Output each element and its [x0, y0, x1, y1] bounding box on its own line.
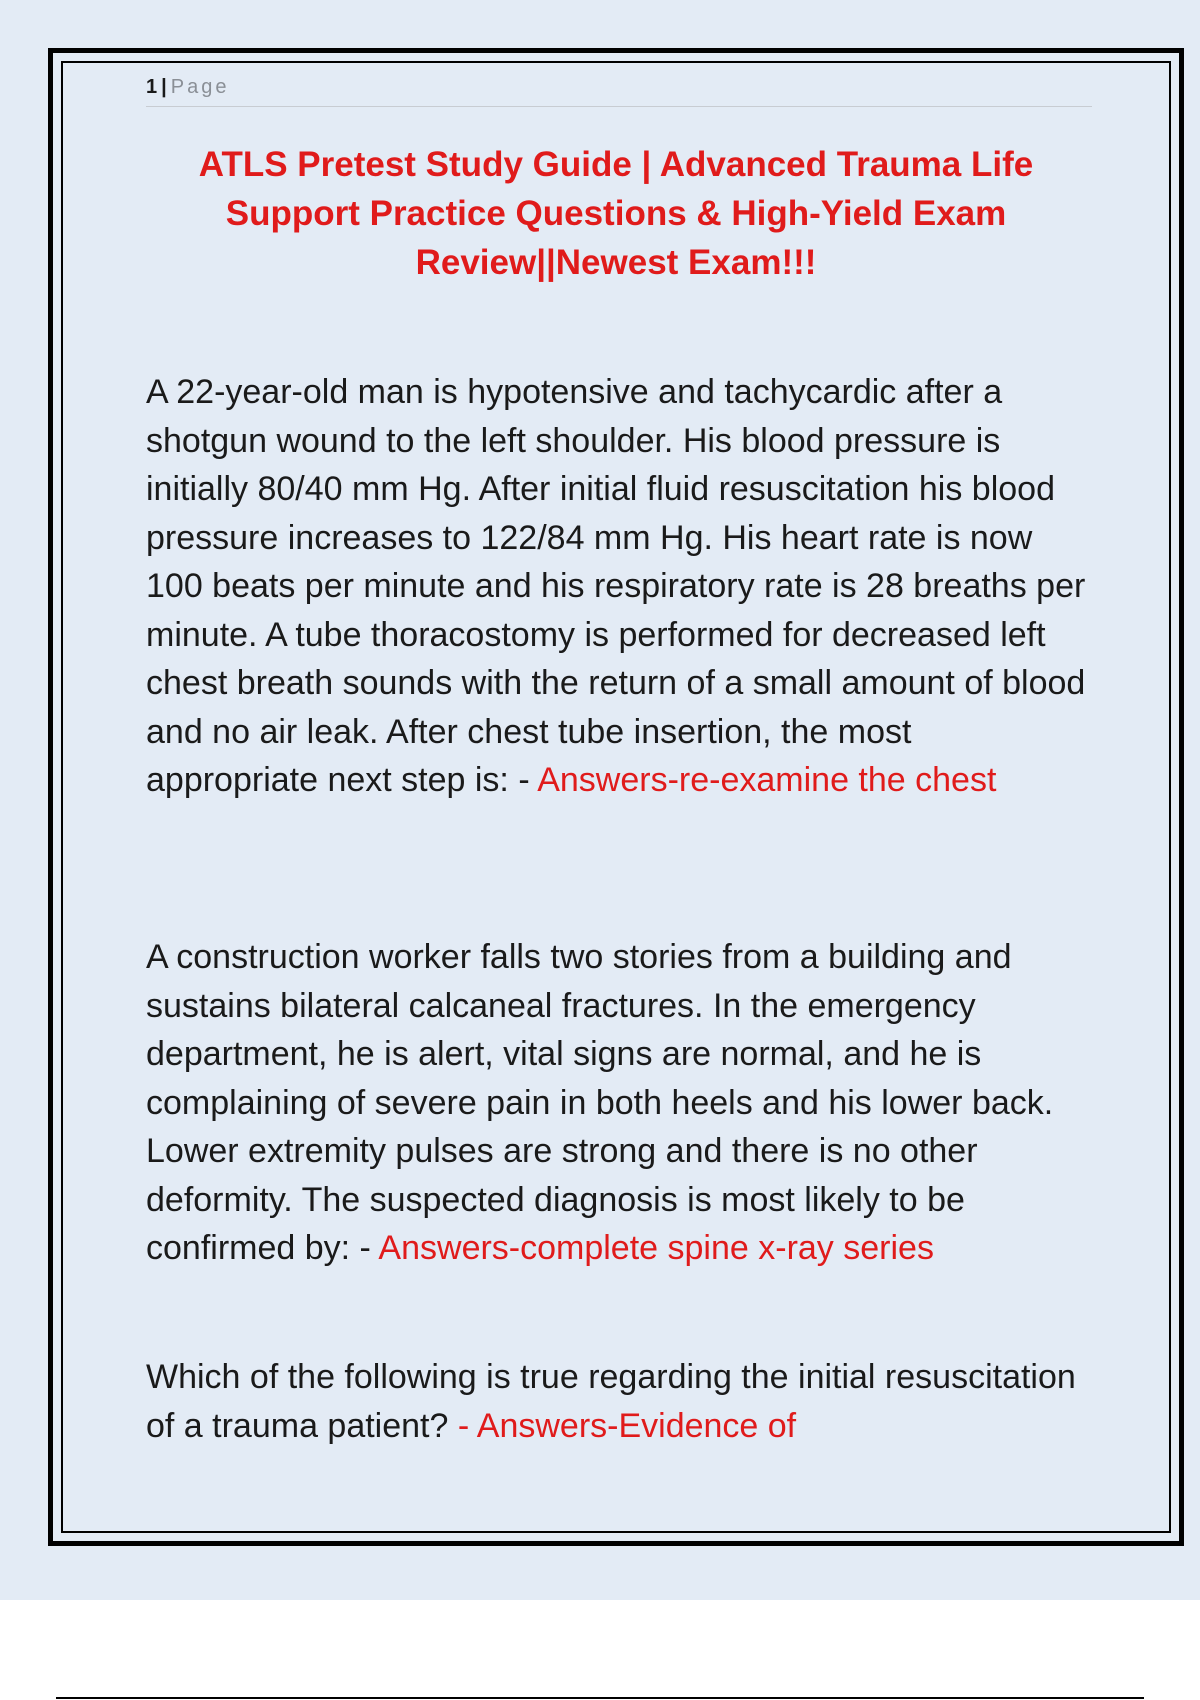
page-number: 1 [146, 76, 158, 98]
document-title: ATLS Pretest Study Guide | Advanced Trauma Life Support Practice Questions & High-Yield Exam Review||Newest Exam!!! [198, 145, 1034, 282]
question-text: A 22-year-old man is hypotensive and tachycardic after a shotgun wound to the left shoulder. His blood pressure is initially 80/40 mm Hg. After initial fluid resuscitation his blood pressure increases to 122/84 mm Hg. His heart rate is now 100 beats per minute and his respiratory rate is 28 breaths per minute. A tube thoracostomy is performed for decreased left chest breath sounds with the return of a small amount of blood and no air leak. After chest tube insertion, the most appropriate next step is: - [146, 373, 1086, 799]
page-header-separator: | [161, 76, 167, 98]
question-text: A construction worker falls two stories from a building and sustains bilateral calcaneal fractures. In the emergency department, he is alert, vital signs are normal, and he is complaining of severe pain in both heels and his lower back. Lower extremity pulses are strong and there is no other deformity. The suspected diagnosis is most likely to be confirmed by: - [146, 938, 1054, 1267]
page-header [146, 74, 1092, 107]
page-label: Page [170, 76, 230, 98]
next-page-top-rule [56, 1697, 1144, 1699]
answer-text: - Answers-Evidence of [457, 1406, 797, 1445]
answer-text: Answers-re-examine the chest [537, 761, 997, 799]
answer-text: Answers-complete spine x-ray series [378, 1229, 934, 1267]
question-text: Which of the following is true regarding the initial resuscitation of a trauma patient? [146, 1358, 1076, 1445]
question-block [146, 933, 1086, 1273]
question-block [146, 368, 1086, 805]
question-block [146, 1353, 1086, 1450]
